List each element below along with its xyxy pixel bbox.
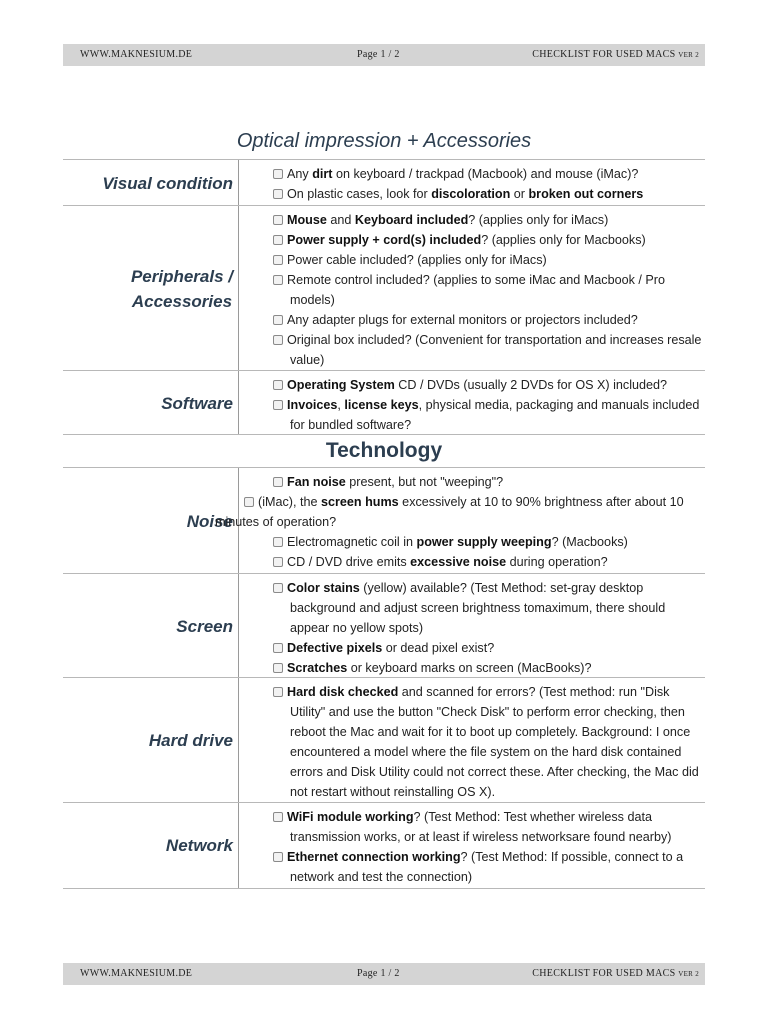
row-peripherals xyxy=(63,205,705,371)
checklist-item xyxy=(244,250,705,270)
item-text: Electromagnetic coil in xyxy=(287,535,417,549)
item-emphasis: excessive noise xyxy=(410,555,507,569)
row-label: Network xyxy=(63,803,239,888)
item-emphasis: broken out corners xyxy=(528,187,644,201)
header-page-number: Page 1 / 2 xyxy=(357,49,400,60)
item-text: Any xyxy=(287,167,313,181)
row-label-line: Peripherals / xyxy=(130,266,233,286)
row-items xyxy=(244,578,705,678)
footer-version: VER 2 xyxy=(678,970,699,978)
item-text: CD / DVD drive emits xyxy=(287,555,411,569)
checkbox[interactable] xyxy=(273,557,283,567)
item-text: and xyxy=(326,213,355,227)
section-title-technology: Technology xyxy=(325,439,443,462)
item-text: ? (Test Method: If possible, connect to a network and test the connection) xyxy=(290,850,684,884)
page-header xyxy=(63,44,705,66)
item-text: or keyboard marks on screen (MacBooks)? xyxy=(347,661,592,675)
row-label: Software xyxy=(63,371,239,435)
checkbox[interactable] xyxy=(273,583,283,593)
row-noise xyxy=(63,467,705,574)
item-emphasis: WiFi module working xyxy=(287,810,414,824)
item-emphasis: Power supply + cord(s) included xyxy=(287,233,482,247)
item-text: excessively at 10 to 90% brightness after about 10 minutes of operation? xyxy=(215,495,684,529)
item-text: CD / DVDs (usually 2 DVDs for OS X) included? xyxy=(394,378,668,392)
row-hard-drive xyxy=(63,677,705,803)
checkbox[interactable] xyxy=(273,643,283,653)
checklist-item xyxy=(244,395,705,435)
checklist-item xyxy=(244,184,705,204)
row-items xyxy=(244,164,705,204)
checkbox[interactable] xyxy=(273,255,283,265)
section-title-optical: Optical impression + Accessories xyxy=(236,130,532,152)
item-text: Remote control included? (applies to some iMac and Macbook / Pro models) xyxy=(287,273,666,307)
row-label-line: Accessories xyxy=(131,291,233,311)
row-label: Visual condition xyxy=(63,160,239,206)
item-text: Power cable included? (applies only for iMacs) xyxy=(287,253,547,267)
checklist-item xyxy=(244,552,705,572)
header-site: WWW.MAKNESIUM.DE xyxy=(80,49,193,60)
checklist-item xyxy=(244,847,705,887)
checkbox[interactable] xyxy=(273,380,283,390)
checklist-item xyxy=(244,682,705,802)
item-emphasis: discoloration xyxy=(431,187,511,201)
checklist-item xyxy=(244,658,705,678)
checklist-item xyxy=(244,330,705,370)
item-text: present, but not "weeping"? xyxy=(345,475,504,489)
item-emphasis: Keyboard included xyxy=(354,213,469,227)
checkbox[interactable] xyxy=(244,497,254,507)
item-text: ? (applies only for Macbooks) xyxy=(481,233,646,247)
checkbox[interactable] xyxy=(273,235,283,245)
item-emphasis: Defective pixels xyxy=(287,641,383,655)
checkbox[interactable] xyxy=(273,189,283,199)
item-emphasis: Hard disk checked xyxy=(287,685,399,699)
row-items xyxy=(244,807,705,887)
row-label: Screen xyxy=(63,574,239,678)
item-text: and scanned for errors? (Test method: run "Disk Utility" and use the button "Check Disk" to perform error checking, then reboot the Mac and wait for it to boot up completely. Background: I once encountered a model where the file system on the hard disk contained errors and Disk Utility could not correct these. After checking, the Mac did not restart without reinstalling OS X). xyxy=(290,685,699,799)
row-items xyxy=(215,472,705,572)
item-text: during operation? xyxy=(506,555,608,569)
item-emphasis: Invoices xyxy=(287,398,338,412)
row-label: Noise xyxy=(63,468,239,574)
item-emphasis: Fan noise xyxy=(287,475,346,489)
page-footer xyxy=(63,963,705,985)
checklist-item xyxy=(244,532,705,552)
item-emphasis: Mouse xyxy=(287,213,327,227)
item-text: ? (Test Method: Test whether wireless data transmission works, or at least if wireless networksare found nearby) xyxy=(290,810,672,844)
checkbox[interactable] xyxy=(273,537,283,547)
item-text: , physical media, packaging and manuals included for bundled software? xyxy=(290,398,700,432)
row-label: Hard drive xyxy=(63,678,239,803)
item-emphasis: Color stains xyxy=(287,581,360,595)
checklist-item xyxy=(244,210,705,230)
row-screen xyxy=(63,573,705,678)
checkbox[interactable] xyxy=(273,812,283,822)
item-emphasis: Scratches xyxy=(287,661,348,675)
checkbox[interactable] xyxy=(273,275,283,285)
row-label xyxy=(63,206,239,371)
item-text: ? (applies only for iMacs) xyxy=(468,213,609,227)
header-doc-title: CHECKLIST FOR USED MACS VER 2 xyxy=(532,49,699,60)
checklist-item xyxy=(244,807,705,847)
technology-title-row xyxy=(63,434,705,467)
checklist-item xyxy=(215,492,705,532)
checklist-item xyxy=(244,270,705,310)
item-text: Original box included? (Convenient for transportation and increases resale value) xyxy=(287,333,702,367)
checklist-item xyxy=(244,164,705,184)
checkbox[interactable] xyxy=(273,335,283,345)
checklist-item xyxy=(244,375,705,395)
item-emphasis: license keys xyxy=(344,398,419,412)
footer-page-number: Page 1 / 2 xyxy=(357,968,400,979)
checkbox[interactable] xyxy=(273,687,283,697)
item-text: (yellow) available? (Test Method: set-gray desktop background and adjust screen brightness tomaximum, there should appear no yellow spots) xyxy=(290,581,666,635)
header-version: VER 2 xyxy=(678,51,699,59)
checklist-item xyxy=(244,472,705,492)
footer-site: WWW.MAKNESIUM.DE xyxy=(80,968,193,979)
checklist-item xyxy=(244,230,705,250)
checkbox[interactable] xyxy=(273,477,283,487)
item-emphasis: Ethernet connection working xyxy=(287,850,461,864)
row-visual-condition xyxy=(63,159,705,206)
item-text: or dead pixel exist? xyxy=(382,641,495,655)
item-text: ? (Macbooks) xyxy=(551,535,628,549)
item-text: (iMac), the xyxy=(258,495,321,509)
item-emphasis: Operating System xyxy=(287,378,395,392)
item-text: or xyxy=(510,187,529,201)
checkbox[interactable] xyxy=(273,852,283,862)
item-emphasis: power supply weeping xyxy=(416,535,552,549)
row-items xyxy=(244,682,705,802)
item-text: , xyxy=(337,398,345,412)
checkbox[interactable] xyxy=(273,400,283,410)
item-emphasis: dirt xyxy=(312,167,333,181)
item-text: Any adapter plugs for external monitors or projectors included? xyxy=(287,313,638,327)
checklist-item xyxy=(244,578,705,638)
item-emphasis: screen hums xyxy=(320,495,399,509)
item-text: On plastic cases, look for xyxy=(287,187,432,201)
checkbox[interactable] xyxy=(273,315,283,325)
row-items xyxy=(244,210,705,370)
footer-doc-title: CHECKLIST FOR USED MACS VER 2 xyxy=(532,968,699,979)
row-items xyxy=(244,375,705,435)
row-network xyxy=(63,802,705,889)
row-software xyxy=(63,370,705,435)
checkbox[interactable] xyxy=(273,169,283,179)
checklist-item xyxy=(244,638,705,658)
checkbox[interactable] xyxy=(273,663,283,673)
checklist-item xyxy=(244,310,705,330)
checkbox[interactable] xyxy=(273,215,283,225)
item-text: on keyboard / trackpad (Macbook) and mouse (iMac)? xyxy=(332,167,639,181)
